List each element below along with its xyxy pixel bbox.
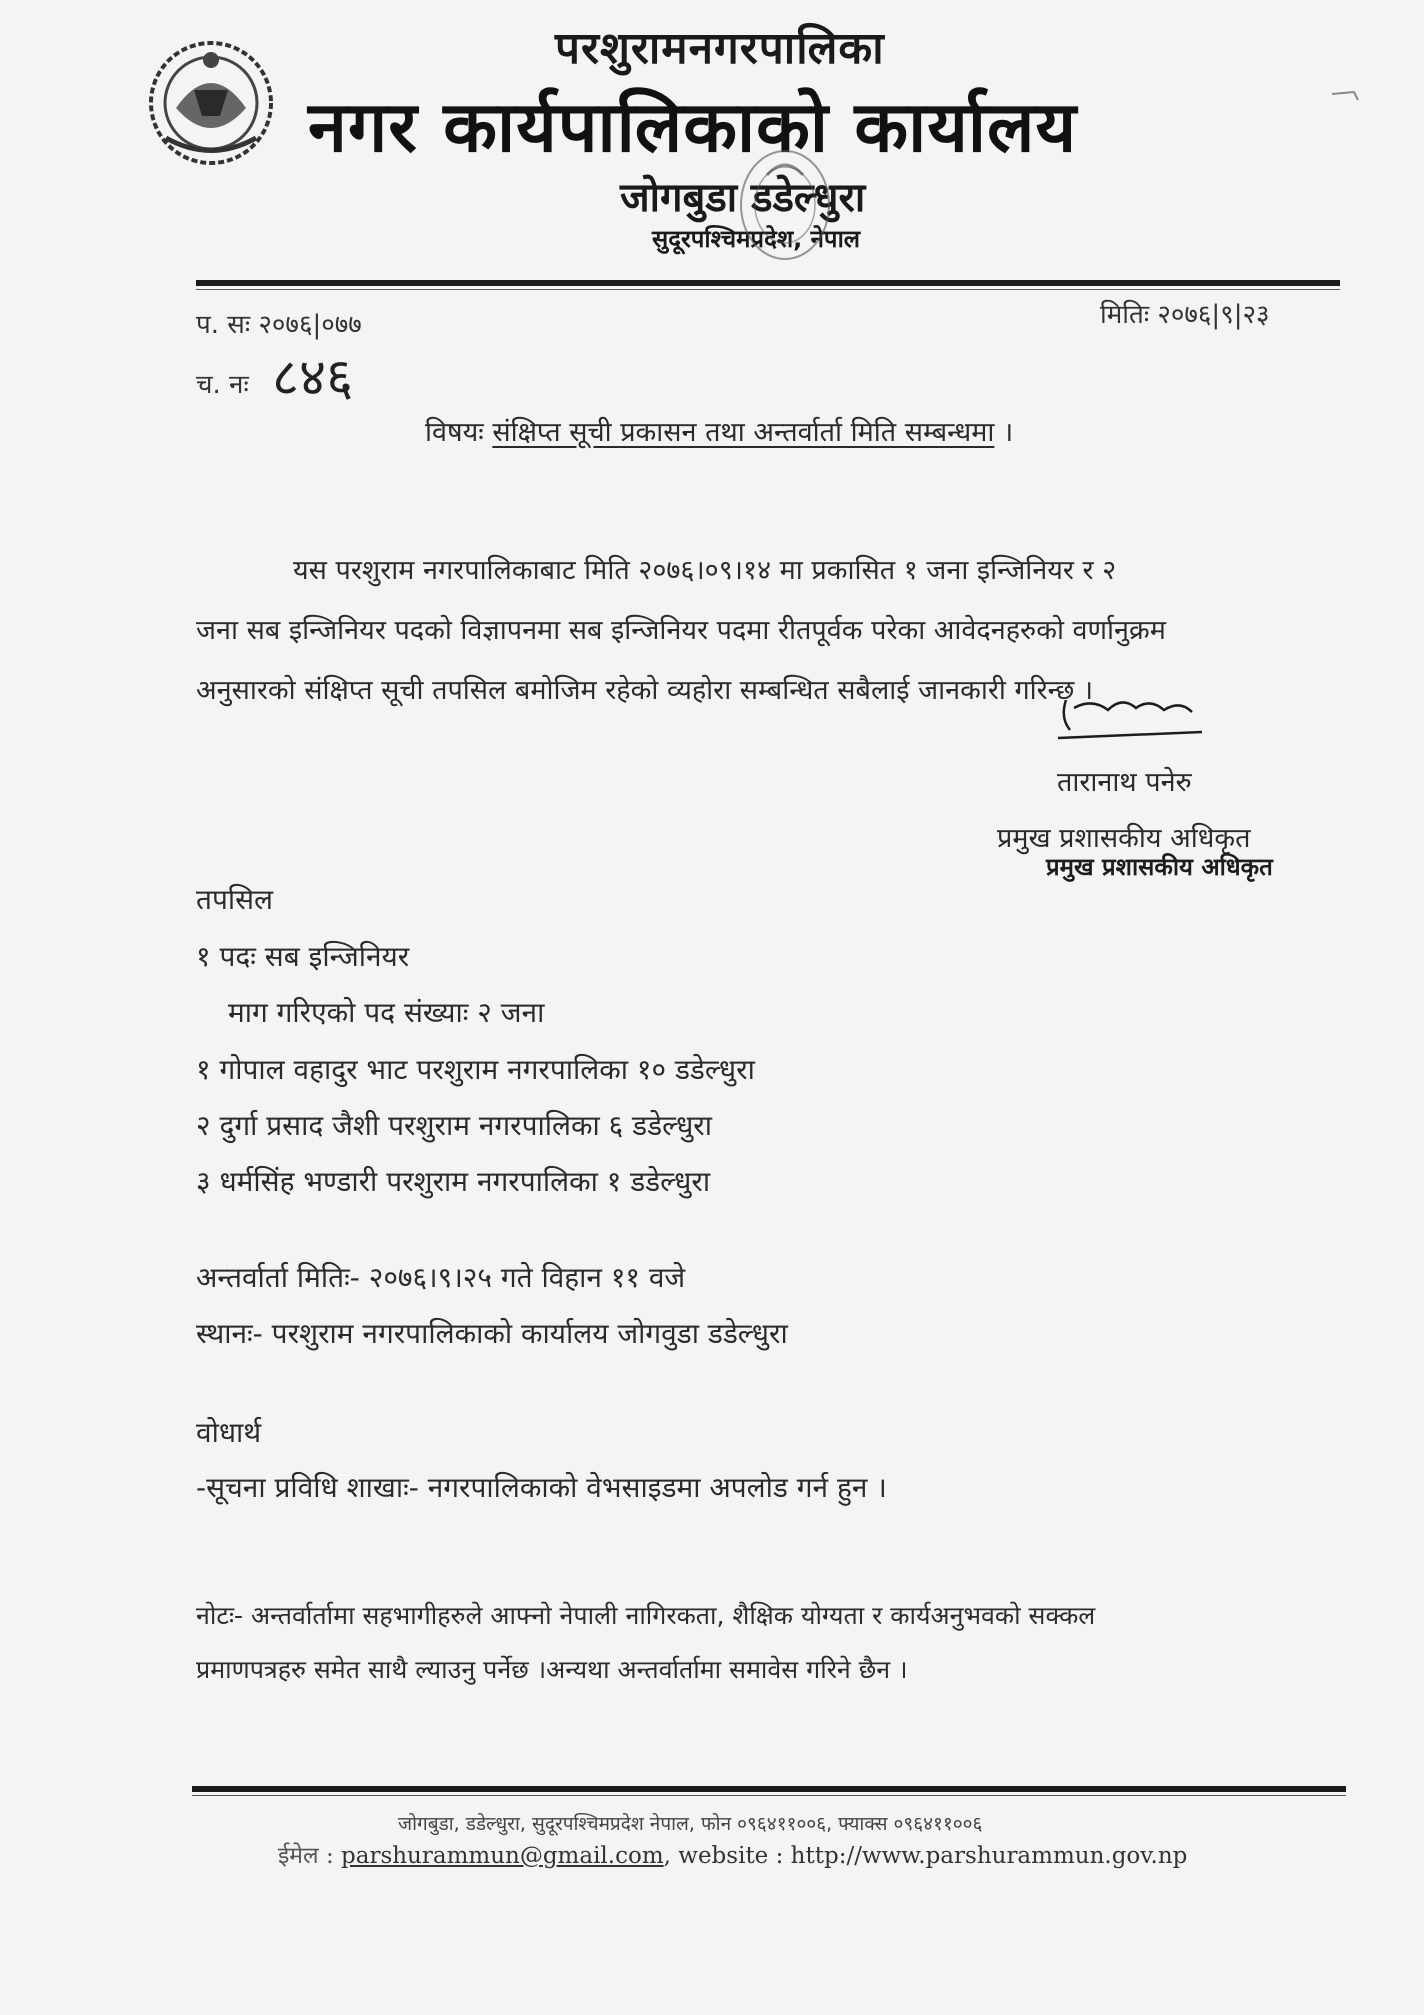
round-stamp-icon: [735, 145, 835, 265]
subject-line: [425, 412, 1013, 449]
body-line-1: यस परशुराम नगरपालिकाबाट मिति २०७६।०९।१४ मा प्रकासित १ जना इन्जिनियर र २: [293, 555, 1117, 586]
nepal-emblem-icon: [146, 38, 276, 168]
signature-scribble-icon: [1052, 688, 1212, 748]
header-rule-thin: [196, 289, 1340, 290]
email-label: ईमेल :: [278, 1843, 334, 1869]
candidate-row: २ दुर्गा प्रसाद जैशी परशुराम नगरपालिका ६ डडेल्धुरा: [196, 1109, 712, 1142]
footer-rule: [192, 1786, 1346, 1792]
post-demand: माग गरिएको पद संख्याः २ जना: [228, 996, 545, 1029]
municipality-name: परशुरामनगरपालिका: [555, 23, 885, 74]
body-line-3: अनुसारको संक्षिप्त सूची तपसिल बमोजिम रहेको व्यहोरा सम्बन्धित सबैलाई जानकारी गरिन्छ ।: [196, 675, 1094, 706]
office-location: जोगबुडा डडेल्धुरा: [620, 175, 866, 221]
subject-text: संक्षिप्त सूची प्रकासन तथा अन्तर्वार्ता मिति सम्बन्धमा: [492, 417, 995, 448]
chalani-label: च. नः: [196, 370, 249, 400]
margin-mark-icon: [1330, 88, 1360, 108]
signatory-stamp: प्रमुख प्रशासकीय अधिकृत: [1046, 853, 1273, 881]
candidate-row: १ गोपाल वहादुर भाट परशुराम नगरपालिका १० डडेल्धुरा: [196, 1053, 755, 1086]
candidate-row: ३ धर्मसिंह भण्डारी परशुराम नगरपालिका १ डडेल्धुरा: [196, 1165, 711, 1198]
website-text[interactable]: , website : http://www.parshurammun.gov.np: [663, 1843, 1188, 1869]
interview-date: अन्तर्वार्ता मितिः- २०७६।९।२५ गते विहान ११ वजे: [196, 1261, 686, 1294]
email-link[interactable]: parshurammun@gmail.com: [341, 1843, 664, 1869]
bodhartha-heading: वोधार्थ: [196, 1416, 262, 1449]
subject-label: विषयः: [425, 417, 484, 448]
footer-address: जोगबुडा, डडेल्धुरा, सुदूरपश्चिमप्रदेश नेपाल, फोन ०९६४११००६, फ्याक्स ०९६४११००६: [398, 1813, 983, 1835]
footer-contact: [278, 1838, 1187, 1870]
post-title: १ पदः सब इन्जिनियर: [196, 940, 410, 973]
tapasil-heading: तपसिल: [196, 883, 274, 916]
signatory-title: प्रमुख प्रशासकीय अधिकृत: [997, 823, 1251, 854]
letter-date: मितिः २०७६|९|२३: [1100, 300, 1270, 330]
office-title: नगर कार्यपालिकाको कार्यालय: [308, 86, 1078, 168]
footer-rule-thin: [192, 1795, 1346, 1796]
subject-end: ।: [1003, 417, 1014, 448]
patra-sankhya: प. सः २०७६|०७७: [196, 310, 362, 340]
note-line-2: प्रमाणपत्रहरु समेत साथै ल्याउनु पर्नेछ ।अन्यथा अन्तर्वार्तामा समावेस गरिने छैन ।: [196, 1655, 908, 1684]
interview-place: स्थानः- परशुराम नगरपालिकाको कार्यालय जोगवुडा डडेल्धुरा: [196, 1317, 788, 1350]
body-line-2: जना सब इन्जिनियर पदको विज्ञापनमा सब इन्जिनियर पदमा रीतपूर्वक परेका आवेदनहरुको वर्णानुक्रम: [196, 615, 1166, 646]
chalani-number: ८४६: [272, 348, 354, 408]
signatory-name: तारानाथ पनेरु: [1057, 767, 1192, 798]
header-rule: [196, 280, 1340, 286]
note-line-1: नोटः- अन्तर्वार्तामा सहभागीहरुले आफ्नो नेपाली नागिरकता, शैक्षिक योग्यता र कार्यअनुभवको सक्कल: [196, 1601, 1096, 1630]
office-province: सुदूरपश्चिमप्रदेश, नेपाल: [652, 225, 861, 253]
bodhartha-item: -सूचना प्रविधि शाखाः- नगरपालिकाको वेभसाइडमा अपलोड गर्न हुन ।: [196, 1471, 887, 1504]
